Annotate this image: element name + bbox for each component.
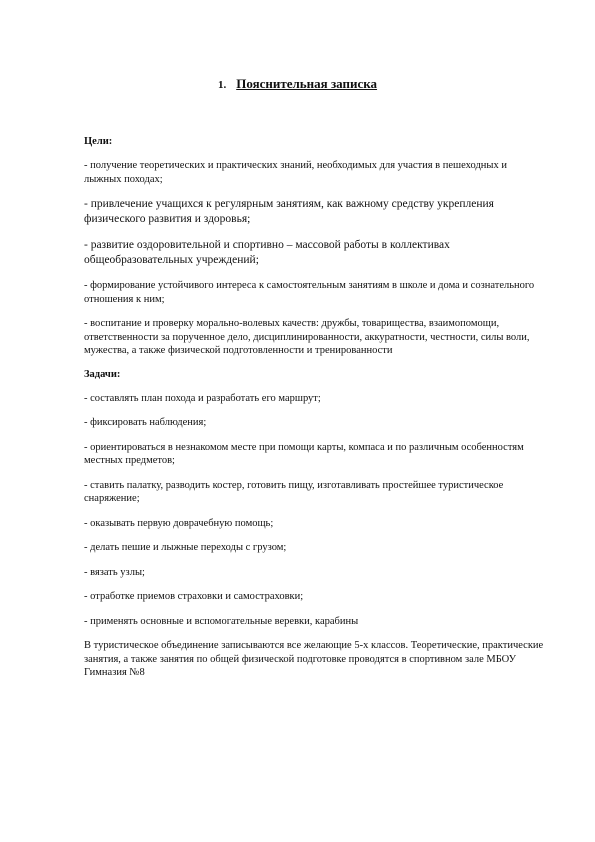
section-title: Пояснительная записка (236, 76, 378, 91)
footer-paragraph: В туристическое объединение записываются все желающие 5-х классов. Теоретические, практические занятия, а также занятия по общей физической подготовке проводятся в спортивном зале МБОУ Гимназия №8 (84, 640, 544, 678)
tasks-heading: Задачи: (84, 368, 121, 380)
task-item: - фиксировать наблюдения; (84, 417, 207, 428)
task-item: - оказывать первую доврачебную помощь; (84, 517, 274, 529)
goal-item: - получение теоретических и практических знаний, необходимых для участия в пешеходных и лыжных походах; (84, 160, 507, 185)
goal-item: - формирование устойчивого интереса к самостоятельным занятиям в школе и дома и сознательного отношения к ним; (84, 280, 535, 305)
page-title (0, 76, 595, 92)
section-number: 1. (217, 79, 227, 91)
goal-item: - привлечение учащихся к регулярным занятиям, как важному средству укрепления физического развития и здоровья; (84, 198, 494, 225)
task-item: - ставить палатку, разводить костер, готовить пищу, изготавливать простейшее туристическое снаряжение; (84, 479, 504, 504)
goal-item: - развитие оздоровительной и спортивно – массовой работы в коллективах общеобразовательных учреждений; (84, 239, 450, 266)
document-body (84, 136, 546, 691)
task-item: - ориентироваться в незнакомом месте при помощи карты, компаса и по различным особенностям местных предметов; (84, 441, 524, 466)
goals-heading: Цели: (84, 136, 113, 147)
task-item: - вязать узлы; (84, 566, 145, 578)
goal-item: - воспитание и проверку морально-волевых качеств: дружбы, товарищества, взаимопомощи, ответственности за порученное дело, дисциплинированности, аккуратности, честности, силы воли, мужества, а также физической подготовленности и тренированности (84, 318, 530, 356)
task-item: - делать пешие и лыжные переходы с грузом; (84, 542, 287, 553)
task-item: - применять основные и вспомогательные веревки, карабины (84, 615, 359, 627)
task-item: - составлять план похода и разработать его маршрут; (84, 392, 321, 404)
task-item: - отработке приемов страховки и самостраховки; (84, 591, 304, 602)
